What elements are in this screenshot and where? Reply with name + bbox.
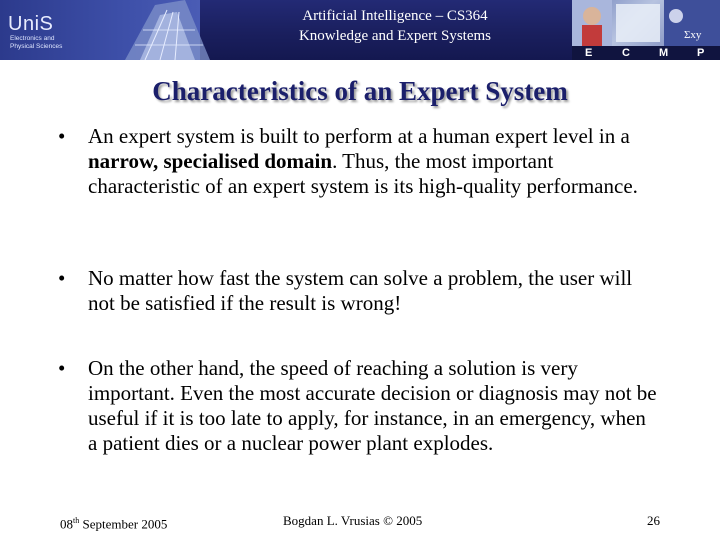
header-banner (0, 0, 720, 60)
bullet-marker: • (58, 356, 66, 380)
logo-text: UniS (8, 13, 54, 35)
footer-date (60, 513, 167, 532)
date-day: 08 (60, 516, 73, 532)
bullet-text-emphasis: narrow, specialised domain (88, 149, 333, 173)
course-title: Artificial Intelligence – CS364 (302, 8, 488, 24)
course-topic: Knowledge and Expert Systems (298, 28, 492, 44)
bullet-marker: • (58, 124, 66, 148)
photo-collage-image (572, 0, 720, 46)
letter-e: E (585, 47, 593, 59)
course-header (230, 6, 560, 46)
bullet-text: No matter how fast the system can solve a problem, the user will not be satisfied if the result is wrong! (88, 266, 633, 315)
letter-m: M (659, 47, 669, 59)
footer-author: Bogdan L. Vrusias © 2005 (283, 513, 423, 528)
logo-subtitle-line-1: Electronics and (10, 35, 55, 42)
slide-title: Characteristics of an Expert System (152, 76, 568, 106)
logo-subtitle-line-2: Physical Sciences (10, 43, 63, 50)
letter-p: P (697, 47, 705, 59)
bullet-text-part: An expert system is built to perform at a human expert level in a (88, 124, 630, 148)
building-image (115, 0, 215, 60)
bullet-text (88, 124, 658, 199)
sigma-symbol: Σxy (684, 29, 702, 41)
letter-c: C (622, 47, 630, 59)
page-number: 26 (647, 513, 660, 528)
date-suffix: th (73, 516, 80, 525)
bullet-marker: • (58, 266, 66, 290)
bullet-text-part: . Thus, the most important characteristic of an expert system is its high-quality performance. (88, 149, 638, 198)
bullet-text: On the other hand, the speed of reaching a solution is very important. Even the most accurate decision or diagnosis may not be useful if it is too late to apply, for instance, in an emergency, when a patient dies or a nuclear power plant explodes. (88, 356, 657, 455)
logo-subtitle (10, 35, 62, 51)
date-rest: September 2005 (79, 516, 168, 532)
